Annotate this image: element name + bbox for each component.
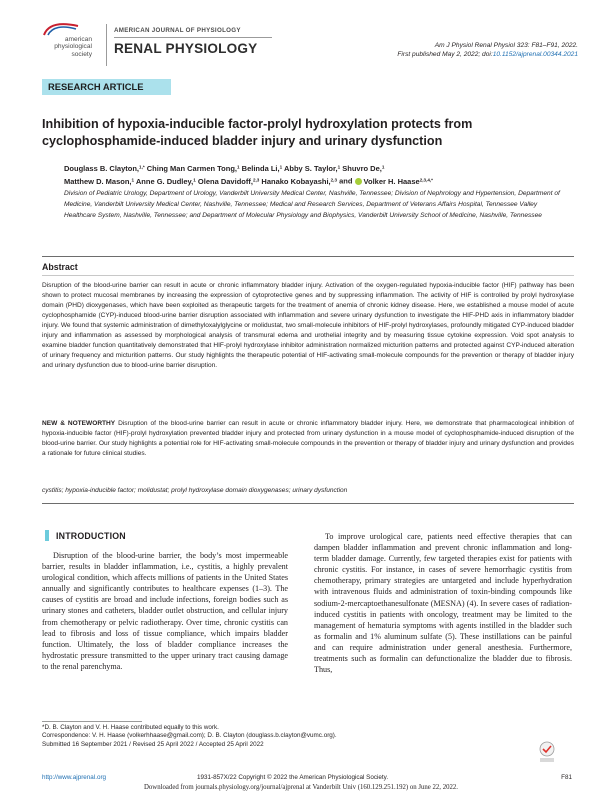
author[interactable] (342, 164, 384, 173)
check-for-updates-icon[interactable] (538, 741, 556, 763)
section-marker (45, 530, 49, 541)
author-sup: 1 (337, 165, 341, 170)
journal-header (30, 22, 578, 70)
new-noteworthy-label: NEW & NOTEWORTHY (42, 420, 116, 427)
author-name: Matthew D. Mason, (64, 176, 132, 186)
abstract-heading: Abstract (42, 262, 78, 272)
society-line: society (71, 50, 92, 58)
author-name: Volker H. Haase (363, 176, 420, 186)
society-logo-mark (38, 22, 82, 36)
intro-paragraph: To improve urological care, patients need effective therapies that can dampen bladder inflammation and prevent chronic inflammation and long-term bladder damage. Currently, few targeted therapies exist for patients with chronic cystitis. For instance, in cases of severe hemorrhagic cystitis from chemotherapy, primary strategies are untargeted and include hyperhydration with intravenous fluids and administration of toxin-binding compounds like sodium-2-mercaptoethanesulfonate (MESNA) (4). In severe cases of radiation-induced cystitis in patients with oncology, treatment may be limited to the management of hematuria symptoms with agents instilled in the bladder such as formalin and 1% aluminum sulfate (5). These instillations can be painful and can require administration under general anesthesia. Furthermore, treatments such as formalin can defunctionalize the bladder due to fibrosis. Thus, (314, 532, 572, 675)
keywords: cystitis; hypoxia-inducible factor; molidustat; prolyl hydroxylase domain dioxygenases; urinary dysfunction (42, 487, 348, 494)
author-sup: 2,3 (252, 177, 260, 183)
footnote-dates: Submitted 16 September 2021 / Revised 25 April 2022 / Accepted 25 April 2022 (42, 740, 264, 748)
footnote-rule (42, 721, 142, 722)
intro-column-left (42, 550, 288, 672)
author-name: Anne G. Dudley, (135, 176, 194, 186)
society-logo-text (30, 36, 92, 58)
published-prefix: First published May 2, 2022; doi: (397, 51, 493, 58)
published-line (397, 50, 578, 59)
doi-link[interactable]: 10.1152/ajprenal.00344.2021 (492, 51, 578, 58)
download-notice: Downloaded from journals.physiology.org/journal/ajprenal at Vanderbilt Univ (160.129.251.192) on June 22, 2022. (144, 784, 458, 791)
header-divider (106, 24, 107, 66)
author-sup: 1 (237, 165, 240, 170)
orcid-icon[interactable] (355, 178, 362, 185)
article-title: Inhibition of hypoxia-inducible factor-prolyl hydroxylation protects from cyclophosphamide-induced bladder injury and urinary dysfunction (42, 117, 473, 148)
author[interactable] (147, 164, 240, 173)
society-line: american (64, 36, 92, 43)
society-logo (30, 22, 114, 68)
intro-paragraph: Disruption of the blood-urine barrier, the body’s most impermeable barrier, results in bladder inflammation, i.e., cystitis, a highly prevalent urological condition, which affects millions of patients in the United States annually and significantly contributes to healthcare expenses (1–3). The causes of cystitis are broad and include infections, foreign bodies such as urinary stones and catheters, bladder outlet obstruction, and cellular injury from chemotherapy or pelvic radiotherapy. Over time, chronic cystitis can lead to fibrosis and loss of tissue compliance, which impairs bladder function. Ultimately, the loss of bladder compliance increases the hydrostatic pressure transmitted to the upper urinary tract causing damage to the renal parenchyma. (42, 551, 288, 671)
author-sup: 1,* (139, 165, 145, 170)
author-sup: 1 (279, 165, 283, 170)
author-name: Abby S. Taylor, (283, 164, 338, 174)
author-list (64, 162, 564, 187)
author[interactable] (364, 177, 433, 186)
author[interactable] (64, 177, 134, 186)
footnote-correspondence: Correspondence: V. H. Haase (volkerhhaase@gmail.com); D. B. Clayton (douglass.b.clayton@vumc.org). (42, 732, 337, 740)
journal-rule (114, 37, 272, 38)
abstract-body: Disruption of the blood-urine barrier can result in acute or chronic inflammatory bladder injury. Activation of the oxygen-regulated hypoxia-inducible factor (HIF) pathway has been shown to protect mucosal membranes by increasing the expression of cytoprotective genes and by suppressing inflammation. The activity of HIF is controlled by prolyl hydroxylase domain (PHD) dioxygenases, which have been exploited as therapeutic targets for the treatment of anemia of chronic kidney disease. Here, we established a mouse model of acute cyclophosphamide (CYP)-induced blood-urine barrier disruption associated with inflammation and severe urinary dysfunction to investigate the HIF-PHD axis in inflammatory bladder injury. We found that systemic administration of dimethyloxalylglycine or molidustat, two small-molecule inhibitors of HIF-prolyl hydroxylases, profoundly mitigated CYP-induced bladder injury and inflammation as assessed by morphological analysis of transmural edema and urothelial integrity and by measuring tissue cytokine expression. Void spot analysis to examine bladder function quantitatively demonstrated that HIF-prolyl hydroxylase inhibitor administration normalized micturition patterns and protected against CYP-induced alteration of urinary frequency and micturition patterns. Our study highlights the therapeutic potential of HIF-activating small-molecule compounds for the prevention or therapy of bladder injury and urinary dysfunction due to blood-urine barrier disruption. (42, 282, 574, 369)
author[interactable] (284, 164, 340, 173)
page-number: F81 (561, 774, 572, 781)
citation: Am J Physiol Renal Physiol 323: F81–F91, 2022. (434, 42, 578, 49)
society-line: physiological (54, 43, 92, 51)
author-name: Ching Man Carmen Tong, (146, 164, 238, 174)
abstract-rule-top (42, 256, 574, 257)
intro-column-right (314, 531, 572, 675)
author-conjunction: and (339, 176, 353, 186)
citation-block (397, 41, 578, 59)
footnote-equal: *D. B. Clayton and V. H. Haase contributed equally to this work. (42, 724, 219, 731)
author-sup: 1 (131, 177, 135, 183)
author[interactable] (136, 177, 196, 186)
author[interactable] (261, 177, 337, 186)
journal-name: RENAL PHYSIOLOGY (114, 41, 258, 56)
copyright: 1931-857X/22 Copyright © 2022 the American Physiological Society. (197, 774, 389, 781)
affiliations: Division of Pediatric Urology, Department of Urology, Vanderbilt University Medical Center, Nashville, Tennessee; Division of Nephrology and Hypertension, Department of Medicine, Vanderbilt University Medical Center, Nashville, Tennessee; Medical and Research Services, Department of Veterans Affairs Hospital, Tennessee Valley Healthcare System, Nashville, Tennessee; and Department of Molecular Physiology and Biophysics, Vanderbilt University School of Medicine, Nashville, Tennessee (64, 190, 560, 219)
author[interactable] (242, 164, 282, 173)
author-name: Olena Davidoff, (197, 176, 253, 186)
author-name: Shuvro De, (342, 164, 382, 174)
journal-series: AMERICAN JOURNAL OF PHYSIOLOGY (114, 27, 241, 34)
author[interactable] (64, 164, 145, 173)
author-sup: 2,3,4,* (419, 177, 433, 183)
abstract-rule-bottom (42, 503, 574, 504)
abstract-heading-rule (42, 275, 574, 276)
author-sup: 2,3 (330, 177, 338, 183)
article-type-badge: RESEARCH ARTICLE (42, 79, 171, 95)
author-name: Douglass B. Clayton, (64, 164, 140, 174)
author-name: Hanako Kobayashi, (261, 176, 331, 186)
journal-url-link[interactable]: http://www.ajprenal.org (42, 774, 107, 781)
author[interactable] (198, 177, 259, 186)
author-sup: 1 (381, 165, 385, 170)
footnotes (42, 724, 562, 749)
new-noteworthy (42, 419, 574, 459)
new-noteworthy-text: Disruption of the blood-urine barrier can result in acute or chronic inflammatory bladder injury. Here, we demonstrate that pharmacological inhibition of hypoxia-inducible factor (HIF)-prolyl hydroxylation prevented bladder injury and protected from urinary dysfunction in a mouse model of cyclophosphamide-induced disruption of the blood-urine barrier. Our study highlights a potential role for HIF-activating small-molecule compounds in the prevention or therapy of bladder injury and urinary dysfunction and provides a rationale for future clinical studies. (42, 420, 574, 457)
intro-heading: INTRODUCTION (56, 531, 126, 541)
author-sup: 1 (193, 177, 196, 183)
author-name: Belinda Li, (241, 164, 280, 174)
